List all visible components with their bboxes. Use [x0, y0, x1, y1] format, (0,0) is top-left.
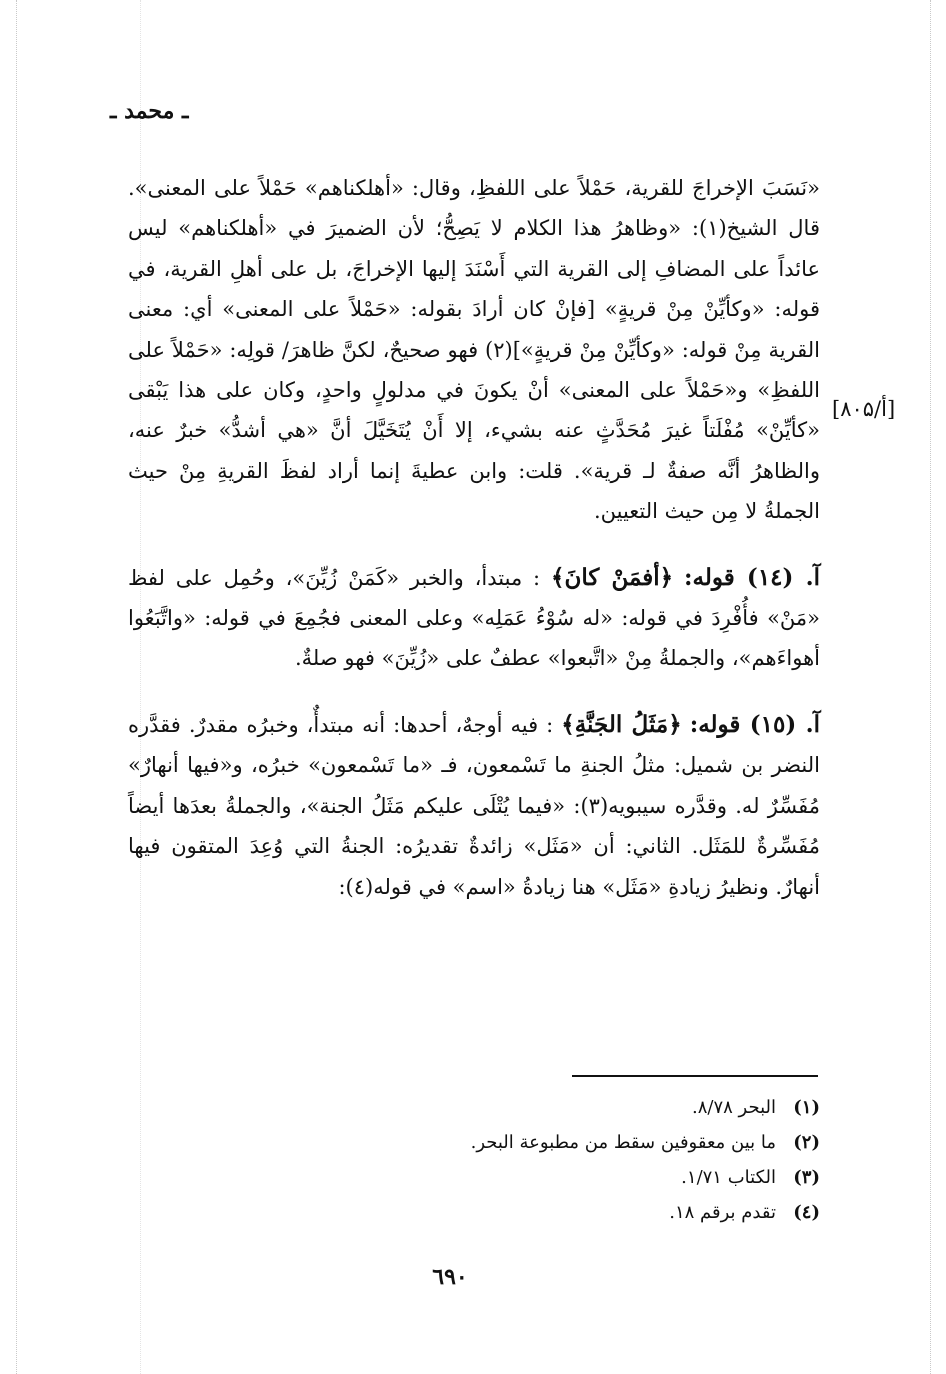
quran-quote: ﴿أفمَنْ كانَ﴾: [550, 563, 674, 591]
footnote-number: (١): [793, 1097, 820, 1118]
paragraph-2: [128, 558, 820, 679]
verse-label: آ. (١٤) قوله:: [684, 563, 820, 591]
footnote-text: ما بين معقوفين سقط من مطبوعة البحر.: [470, 1132, 776, 1153]
running-header: ـ محمد ـ: [110, 98, 189, 124]
paragraph-text: : فيه أوجهٌ، أحدها: أنه مبتدأٌ، وخبرُه مقدرٌ. فقدَّره النضر بن شميل: مثلُ الجنةِ ما تَسْمعون، فـ «ما تَسْمعون» خبرُه، و«فيها أنهارٌ» مُفَسِّرٌ له. وقدَّره سيبويه(٣): «فيما يُتْلَى عليكم مَثَلُ الجنة»، والجملةُ بعدَها أيضاً مُفَسِّرةٌ للمَثَل. الثاني: أن «مَثَل» زائدةٌ تقديرُه: الجنةُ التي وُعِدَ المتقون فيها أنهارٌ. ونظيرُ زيادةِ «مَثَل» هنا زيادةُ «اسم» في قوله(٤):: [128, 712, 820, 899]
paragraph-3: [128, 705, 820, 907]
main-text: [128, 168, 820, 907]
footnote-number: (٣): [793, 1167, 820, 1188]
footnotes: [300, 1090, 820, 1230]
footnote-text: تقدم برقم ١٨.: [669, 1202, 776, 1223]
footnote-separator: [572, 1075, 818, 1077]
paragraph-spacer: [128, 679, 820, 705]
footnote-text: الكتاب ١/٧١.: [681, 1167, 776, 1188]
scan-edge-right: [930, 0, 932, 1374]
footnote-text: البحر ٨/٧٨.: [691, 1097, 776, 1118]
footnote-item: [300, 1195, 820, 1230]
verse-label: آ. (١٥) قوله:: [689, 710, 820, 738]
footnote-item: [300, 1090, 820, 1125]
scan-edge-left: [16, 0, 18, 1374]
paragraph-text: «نَسَبَ الإخراجَ للقرية، حَمْلاً على اللفظِ، وقال: «أهلكناهم» حَمْلاً على المعنى». قال الشيخ(١): «وظاهرُ هذا الكلام لا يَصِحُّ؛ لأن الضميرَ في «أهلكناهم» ليس عائداً على المضافِ إلى القرية التي أَسْنَدَ إليها الإخراجَ، بل على أهلِ القرية، في قوله: «وكأيِّنْ مِنْ قريةٍ» [فإنْ كان أرادَ بقوله: «حَمْلاً على المعنى» أي: معنى القرية مِنْ قوله: «وكأيِّنْ مِنْ قريةٍ»](٢) فهو صحيحٌ، لكنَّ ظاهرَ/ قولِه: «حَمْلاً على اللفظِ» و«حَمْلاً على المعنى» أنْ يكونَ في مدلولٍ واحدٍ، وكان على هذا يَبْقى «كأيِّنْ» مُفْلَتاً غيرَ مُحَدَّثٍ عنه بشيء، إلا أَنْ يُتَخَيَّلَ أنَّ «هي أشدُّ» خبرٌ عنه، والظاهرُ أنَّه صفةٌ لـ قرية». قلت: وابن عطيةَ إنما أراد لفظَ القريةِ مِنْ حيث الجملةُ لا مِن حيث التعيين.: [128, 176, 820, 524]
paragraph-spacer: [128, 532, 820, 558]
footnote-number: (٤): [793, 1202, 820, 1223]
page-number: ٦٩٠: [432, 1264, 468, 1290]
quran-quote: ﴿مَثَلُ الجَنَّةِ﴾: [561, 710, 682, 738]
footnote-number: (٢): [793, 1132, 820, 1153]
footnote-item: [300, 1125, 820, 1160]
margin-folio-reference: [۸۰۵/أ]: [832, 397, 896, 421]
paragraph-text: : مبتدأ، والخبر «كَمَنْ زُيِّنَ»، وحُمِل على لفظ «مَنْ» فأُفْرِدَ في قوله: «له سُوْءُ عَمَلِه» وعلى المعنى فجُمِعَ في قوله: «واتَّبَعُوا أهواءَهم»، والجملةُ مِنْ «اتَّبعوا» عطفٌ على «زُيِّنَ» فهو صلةٌ.: [128, 565, 820, 671]
paragraph-1: [128, 168, 820, 532]
footnote-item: [300, 1160, 820, 1195]
